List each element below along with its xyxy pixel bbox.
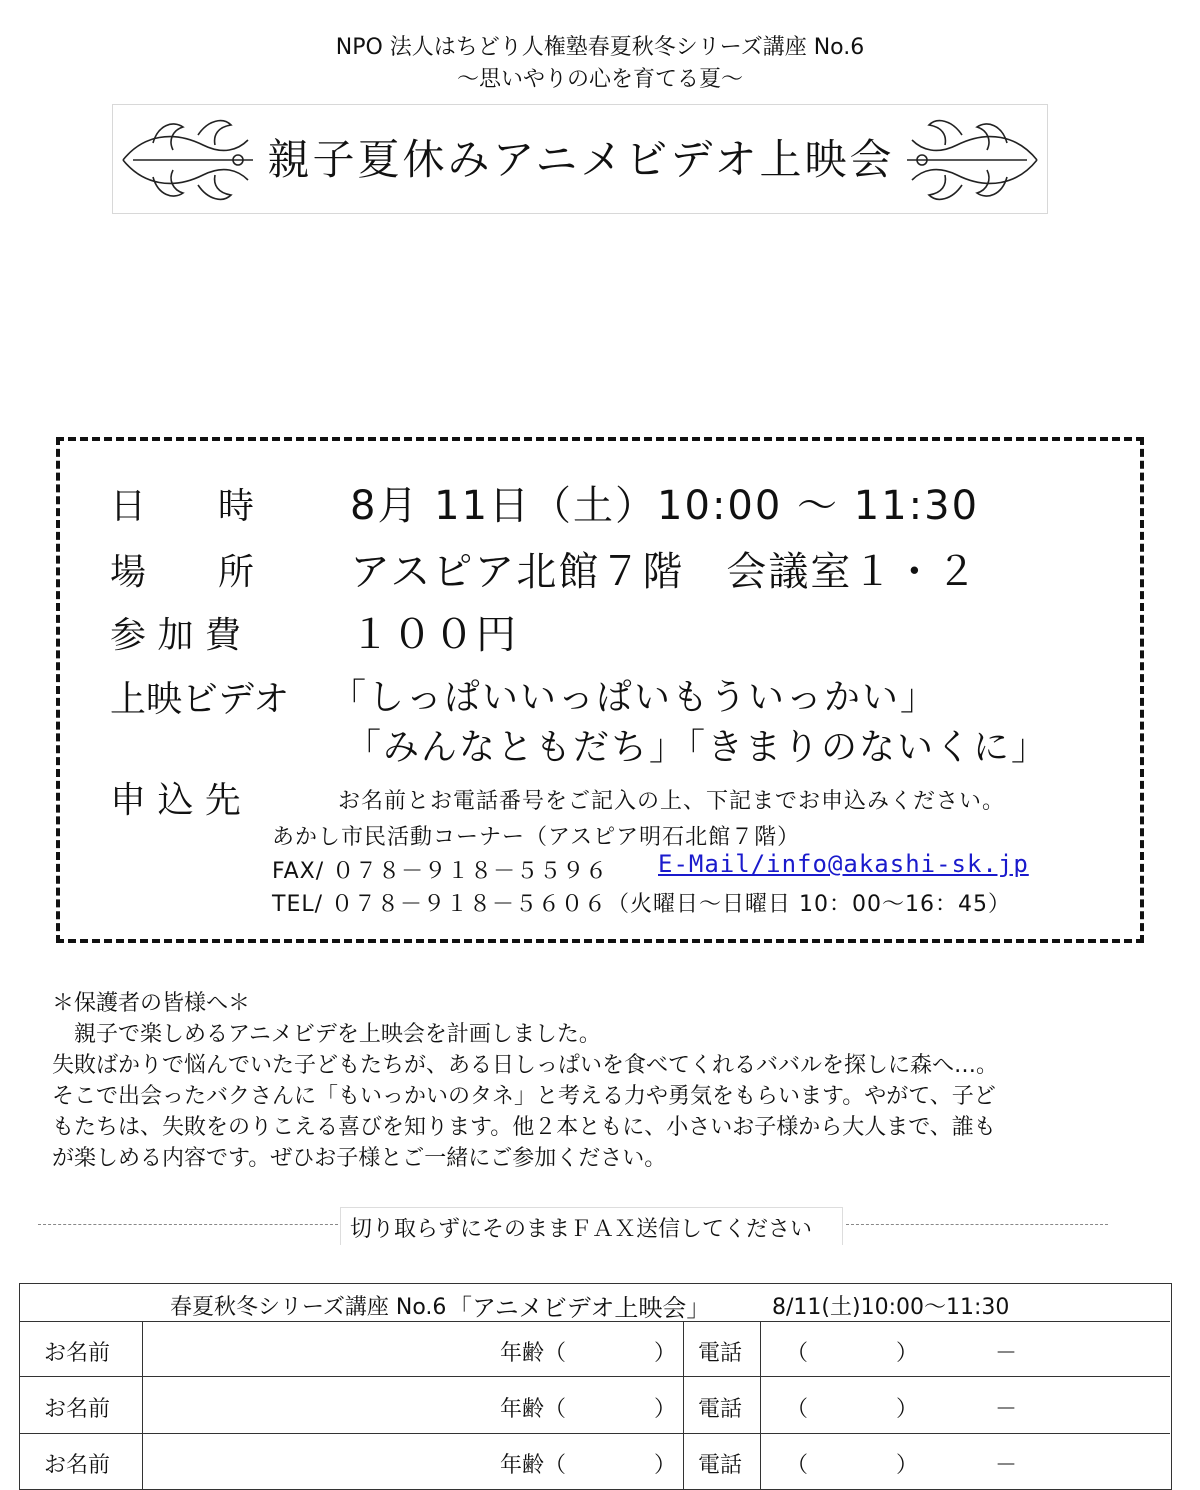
place-value: アスピア北館７階 会議室１・２ [350, 549, 979, 595]
notice-line: もたちは、失敗をのりこえる喜びを知ります。他２本ともに、小さいお子様から大人まで、誰も [52, 1115, 996, 1140]
apply-instructions: お名前とお電話番号をご記入の上、下記までお申込みください。 [338, 789, 1006, 814]
phone-label: 電話 [698, 1397, 743, 1422]
notice-heading: ＊保護者の皆様へ＊ [52, 991, 251, 1016]
fee-label: 参 加 費 [110, 615, 241, 656]
email-link[interactable]: E-Mail/info@akashi-sk.jp [658, 850, 1029, 878]
form-series: 春夏秋冬シリーズ講座 No.6 [170, 1295, 447, 1320]
floral-ornament-icon [897, 105, 1047, 215]
phone-field[interactable]: （ ） － [786, 1453, 1018, 1478]
name-input[interactable] [150, 1438, 490, 1484]
tel-number: TEL/ ０７８－９１８－５６０６（火曜日～日曜日 10：00～16：45） [272, 892, 1011, 917]
organization-name: あかし市民活動コーナー（アスピア明石北館７階） [272, 825, 801, 850]
apply-label: 申 込 先 [110, 780, 241, 821]
event-title: 親子夏休みアニメビデオ上映会 [267, 135, 895, 184]
date-value: 8月 11日（土）10:00 ～ 11:30 [350, 483, 980, 529]
name-label: お名前 [44, 1397, 111, 1422]
cut-instruction: 切り取らずにそのままＦＡＸ送信してください [350, 1217, 813, 1242]
phone-field[interactable]: （ ） － [786, 1397, 1018, 1422]
name-input[interactable] [150, 1382, 490, 1428]
name-label: お名前 [44, 1341, 111, 1366]
age-field[interactable]: 年齢（ ） [500, 1397, 677, 1422]
date-label: 日 時 [110, 486, 255, 527]
series-header: NPO 法人はちどり人権塾春夏秋冬シリーズ講座 No.6 [335, 35, 865, 60]
video-title-2: 「みんなともだち」「きまりのないくに」 [345, 727, 1050, 768]
form-date: 8/11(土)10:00～11:30 [772, 1295, 1010, 1320]
name-input[interactable] [150, 1326, 490, 1372]
form-title: 「アニメビデオ上映会」 [448, 1294, 711, 1322]
notice-line: 親子で楽しめるアニメビデを上映会を計画しました。 [52, 1022, 601, 1047]
cut-line [846, 1224, 1108, 1225]
age-field[interactable]: 年齢（ ） [500, 1453, 677, 1478]
application-form [19, 1283, 1172, 1490]
series-subtitle: ～思いやりの心を育てる夏～ [456, 67, 743, 92]
fax-number: FAX/ ０７８－９１８－５５９６ [272, 859, 609, 884]
cut-line [38, 1224, 338, 1225]
phone-label: 電話 [698, 1453, 743, 1478]
age-field[interactable]: 年齢（ ） [500, 1341, 677, 1366]
video-label: 上映ビデオ [110, 679, 290, 720]
guardian-notice [52, 988, 1162, 1174]
notice-line: 失敗ばかりで悩んでいた子どもたちが、ある日しっぱいを食べてくれるババルを探しに森へ…。 [52, 1053, 999, 1078]
phone-label: 電話 [698, 1341, 743, 1366]
place-label: 場 所 [110, 552, 255, 593]
name-label: お名前 [44, 1453, 111, 1478]
notice-line: そこで出会ったバクさんに「もいっかいのタネ」と考える力や勇気をもらいます。やがて、子ど [52, 1084, 996, 1109]
fee-value: １００円 [350, 612, 518, 658]
title-banner [112, 104, 1048, 214]
notice-line: が楽しめる内容です。ぜひお子様とご一緒にご参加ください。 [52, 1146, 667, 1171]
phone-field[interactable]: （ ） － [786, 1341, 1018, 1366]
video-title-1: 「しっぱいいっぱいもういっかい」 [330, 677, 939, 718]
